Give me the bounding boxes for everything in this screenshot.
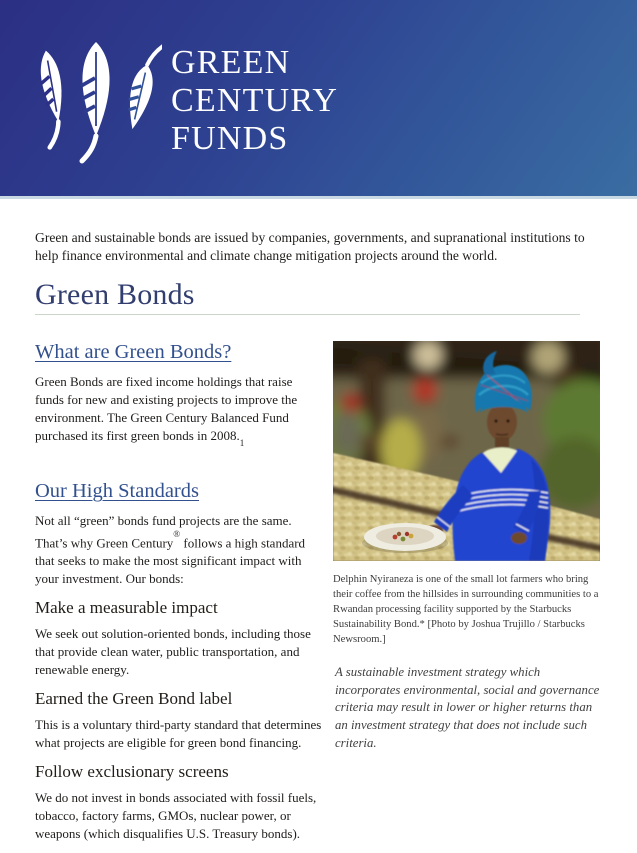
brand-line-3: FUNDS [171, 120, 289, 157]
photo-caption: Delphin Nyiraneza is one of the small lot farmers who bring their coffee from the hillsides in surrounding communities to a Rwandan processing facility supported by the Starbucks Sustainability Bond.* [Photo by Joshua Trujillo / Starbucks Newsroom.] [333, 574, 599, 646]
standard-item-title-measurable-impact: Make a measurable impact [35, 598, 218, 618]
page-content [0, 229, 637, 853]
brand-line-2: CENTURY [171, 82, 339, 119]
standard-item-title-green-bond-label: Earned the Green Bond label [35, 689, 233, 709]
section-heading-our-high-standards[interactable]: Our High Standards [35, 479, 199, 502]
what-paragraph [35, 373, 323, 450]
standard-item-body-exclusionary-screens: We do not invest in bonds associated with fossil fuels, tobacco, factory farms, GMOs, nuclear power, or weapons (which disqualifies U.S. Treasury bonds). [35, 790, 317, 842]
standards-intro-text-2: follows a high standard that seeks to make the most significant impact with your investment. Our bonds: [35, 535, 306, 587]
left-column [35, 341, 323, 853]
page-title-row [35, 278, 580, 315]
brand-line-1: GREEN [171, 44, 291, 81]
coffee-farmer-photo [333, 341, 600, 561]
what-paragraph-text: Green Bonds are fixed income holdings that raise funds for new and existing projects to improve the environment. The Green Century Balanced Fund purchased its first green bonds in 2008. [35, 374, 298, 444]
investment-disclaimer: A sustainable investment strategy which incorporates environmental, social and governance criteria may result in lower or higher returns than an investment strategy that does not include such criteria. [335, 665, 600, 750]
brand-header [0, 0, 637, 196]
header-divider [0, 196, 637, 199]
two-column-layout [35, 341, 600, 853]
standard-item-body-measurable-impact: We seek out solution-oriented bonds, including those that provide clean water, public transportation, and renewable energy. [35, 626, 311, 678]
standards-intro-paragraph [35, 512, 323, 588]
page-title: Green Bonds [35, 278, 195, 312]
section-heading-what-are-green-bonds[interactable]: What are Green Bonds? [35, 341, 232, 364]
intro-paragraph: Green and sustainable bonds are issued by companies, governments, and supranational institutions to help finance environmental and climate change mitigation projects around the world. [35, 230, 585, 263]
brand-wordmark [171, 44, 338, 158]
registered-trademark-symbol: ® [173, 528, 181, 539]
standard-item-title-exclusionary-screens: Follow exclusionary screens [35, 762, 229, 782]
standard-item-body-green-bond-label: This is a voluntary third-party standard that determines what projects are eligible for green bond financing. [35, 717, 322, 751]
footnote-marker: 1 [239, 437, 245, 448]
standards-intro-text-1: Not all “green” bonds fund projects are the same. That’s why Green Century [35, 512, 292, 551]
three-leaves-logo-icon [30, 36, 162, 171]
right-column [333, 341, 600, 853]
